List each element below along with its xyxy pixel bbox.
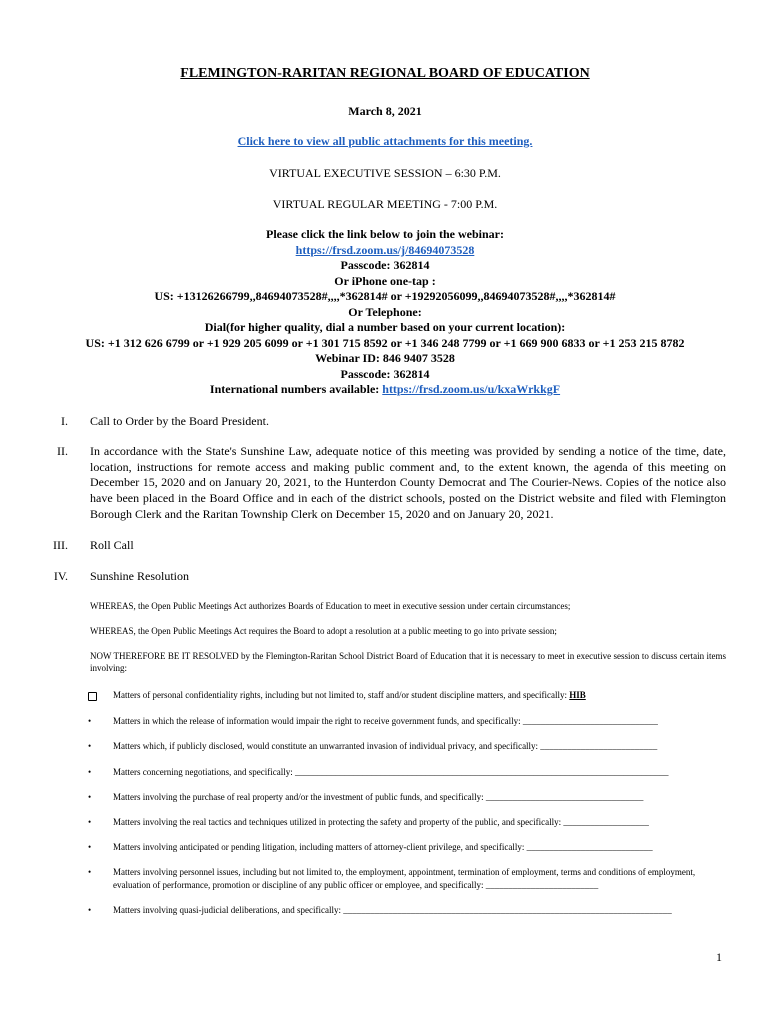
resolution-item-text: Matters in which the release of information would impair the right to receive government funds, and specifically: ______________________________ [113,716,658,726]
agenda-item-text: Roll Call [90,538,134,552]
webinar-intro: Please click the link below to join the webinar: [266,227,504,241]
bullet-icon: • [88,767,92,777]
document-title: FLEMINGTON-RARITAN REGIONAL BOARD OF EDUCATION [180,66,590,81]
iphone-label: Or iPhone one-tap : [334,273,436,288]
checkbox-icon [88,689,102,705]
bullet-icon: • [88,867,92,877]
resolution-item-text: Matters of personal confidentiality rights, including but not limited to, staff and/or student discipline matters, and specifically: [113,690,570,700]
agenda-item-number: II. [57,444,68,458]
resolution-item-text: Matters involving quasi-judicial deliberations, and specifically: _________________________________________________________________________ [113,905,672,915]
agenda-item-text: Call to Order by the Board President. [90,414,269,428]
webinar-link[interactable]: https://frsd.zoom.us/j/84694073528 [295,242,475,257]
agenda-item-text: Sunshine Resolution [90,569,190,583]
resolution-item-text: Matters involving the real tactics and techniques utilized in protecting the safety and property of the public, and specifically: ___________________ [113,817,649,827]
dial-numbers: US: +1 312 626 6799 or +1 929 205 6099 or +1 301 715 8592 or +1 346 248 7799 or +1 669 900 6833 or +1 253 215 8782 [85,335,685,350]
bullet-icon: • [88,817,92,827]
bullet-icon: • [88,905,92,915]
webinar-passcode: Passcode: 362814 [340,258,430,272]
bullet-icon: • [88,842,92,852]
webinar-passcode-2: Passcode: 362814 [340,366,430,381]
international-link[interactable]: https://frsd.zoom.us/u/kxaWrkkgF [382,382,561,396]
agenda-item-number: IV. [53,569,68,583]
resolution-item-text: Matters which, if publicly disclosed, would constitute an unwarranted invasion of individual privacy, and specifically: __________________________ [113,741,658,751]
dial-label: Dial(for higher quality, dial a number based on your current location): [204,320,566,334]
now-therefore: NOW THEREFORE BE IT RESOLVED by the Flemington-Raritan School District Board of Education that it is necessary to meet in executive session to discuss certain items involving: [90,651,726,673]
webinar-block [0,227,770,398]
whereas-1: WHEREAS, the Open Public Meetings Act authorizes Boards of Education to meet in executive session under certain circumstances; [90,601,571,611]
meeting-date: March 8, 2021 [348,104,422,118]
agenda-item-text: In accordance with the State's Sunshine Law, adequate notice of this meeting was provided by sending a notice of the time, date, location, instructions for remote access and making public comment and, to the extent known, the agenda of this meeting on December 15, 2020 and on January 20, 2021, to the Hunterdon County Democrat and The Courier-News. Copies of the notice also have been placed in the Board Office and in each of the district schools, posted on the District website and filed with Flemington Borough Clerk and the Raritan Township Clerk on December 15, 2020 and on January 20, 2021. [90,444,726,521]
whereas-2: WHEREAS, the Open Public Meetings Act requires the Board to adopt a resolution at a public meeting to go into private session; [90,626,557,636]
bullet-icon: • [88,741,92,751]
bullet-icon: • [88,792,92,802]
resolution-item-text: Matters involving personnel issues, including but not limited to, the employment, appointment, termination of employment, terms and conditions of employment, evaluation of performance, promotion or discipline of any public officer or employee, and specifically: _________________________ [113,867,696,890]
agenda-item-number: III. [53,538,68,552]
bullet-icon: • [88,716,92,726]
resolution-item-value: HIB [569,690,586,700]
executive-session-heading: VIRTUAL EXECUTIVE SESSION – 6:30 P.M. [269,166,501,180]
regular-meeting-heading: VIRTUAL REGULAR MEETING - 7:00 P.M. [272,197,498,211]
resolution-item-text: Matters concerning negotiations, and specifically: ___________________________________________________________________________________ [113,767,669,777]
telephone-label: Or Telephone: [348,304,422,319]
international-label: International numbers available: [209,382,380,396]
page-number: 1 [716,950,722,964]
webinar-id: Webinar ID: 846 9407 3528 [315,351,455,365]
international-line [0,382,770,398]
resolution-item-text: Matters involving anticipated or pending litigation, including matters of attorney-client privilege, and specifically: ____________________________ [113,842,653,852]
attachments-line [0,134,770,149]
attachments-link[interactable]: Click here to view all public attachments for this meeting. [237,134,533,148]
resolution-item-text: Matters involving the purchase of real property and/or the investment of public funds, and specifically: ___________________________________ [113,792,644,802]
iphone-numbers: US: +13126266799,,84694073528#,,,,*362814# or +19292056099,,84694073528#,,,,*362814# [154,289,616,303]
agenda-item-number: I. [61,414,68,428]
